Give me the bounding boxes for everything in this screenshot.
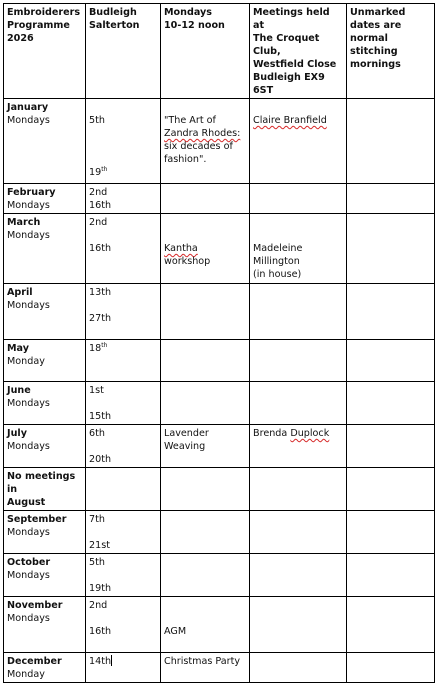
date: 5th xyxy=(89,115,105,126)
month-label: June xyxy=(7,385,31,396)
date xyxy=(89,342,157,355)
row-november xyxy=(4,597,435,653)
header-row xyxy=(4,4,435,99)
event-cell xyxy=(161,99,250,184)
event-line: Weaving xyxy=(164,441,206,452)
dates-cell xyxy=(86,284,161,340)
spacer xyxy=(89,229,157,242)
notice-line: August xyxy=(7,497,46,508)
dates-cell xyxy=(86,511,161,554)
month-label: November xyxy=(7,600,63,611)
header-line: Salterton xyxy=(89,20,140,31)
month-cell xyxy=(4,340,86,382)
header-line: normal xyxy=(350,33,388,44)
event-cell xyxy=(161,653,250,683)
header-line: mornings xyxy=(350,59,401,70)
month-sublabel: Mondays xyxy=(7,527,50,538)
speaker-line: (in house) xyxy=(253,269,302,280)
row-june xyxy=(4,382,435,425)
date: 15th xyxy=(89,411,112,422)
speaker xyxy=(253,114,343,127)
month-sublabel: Mondays xyxy=(7,230,50,241)
note-cell xyxy=(347,468,435,511)
header-line: Budleigh xyxy=(89,7,137,18)
note-cell xyxy=(347,184,435,214)
event-text: workshop xyxy=(164,243,211,267)
header-line: Meetings held at xyxy=(253,7,334,31)
note-cell xyxy=(347,653,435,683)
header-note xyxy=(347,4,435,99)
header-venue xyxy=(250,4,347,99)
speaker-cell xyxy=(250,597,347,653)
date-suffix: th xyxy=(101,341,108,349)
spacer xyxy=(89,612,157,625)
spacer xyxy=(164,216,246,242)
speaker: Brenda Duplock xyxy=(253,428,330,439)
month-cell xyxy=(4,597,86,653)
event-line: AGM xyxy=(164,626,187,637)
month-sublabel: Mondays xyxy=(7,398,50,409)
row-may xyxy=(4,340,435,382)
event-line: six decades of xyxy=(164,141,233,152)
date: 16th xyxy=(89,626,112,637)
month-sublabel: Monday xyxy=(7,356,45,367)
date: 16th xyxy=(89,243,112,254)
row-september xyxy=(4,511,435,554)
month-label: September xyxy=(7,514,67,525)
month-cell xyxy=(4,554,86,597)
spacer xyxy=(89,299,157,312)
header-time xyxy=(161,4,250,99)
speaker-cell xyxy=(250,425,347,468)
event-cell xyxy=(161,284,250,340)
note-cell xyxy=(347,214,435,284)
dates-cell xyxy=(86,425,161,468)
month-cell xyxy=(4,382,86,425)
note-cell xyxy=(347,597,435,653)
month-label: February xyxy=(7,187,56,198)
month-cell xyxy=(4,184,86,214)
date: 20th xyxy=(89,454,112,465)
row-october xyxy=(4,554,435,597)
date: 2nd xyxy=(89,187,108,198)
note-cell xyxy=(347,425,435,468)
date: 13th xyxy=(89,287,112,298)
programme-table xyxy=(3,3,435,683)
header-line: Westfield Close xyxy=(253,59,337,70)
month-sublabel: Mondays xyxy=(7,300,50,311)
note-cell xyxy=(347,99,435,184)
dates-cell xyxy=(86,214,161,284)
note-cell xyxy=(347,511,435,554)
month-sublabel: Mondays xyxy=(7,200,50,211)
date: 6th xyxy=(89,428,105,439)
dates-cell xyxy=(86,184,161,214)
dates-cell xyxy=(86,554,161,597)
month-sublabel: Mondays xyxy=(7,613,50,624)
speaker-cell xyxy=(250,99,347,184)
event-cell xyxy=(161,554,250,597)
month-sublabel: Mondays xyxy=(7,115,50,126)
spacer xyxy=(253,216,343,242)
event-line: fashion". xyxy=(164,154,207,165)
month-cell xyxy=(4,468,86,511)
month-label: January xyxy=(7,102,49,113)
header-location xyxy=(86,4,161,99)
dates-cell xyxy=(86,382,161,425)
month-label: December xyxy=(7,656,62,667)
date: 21st xyxy=(89,540,110,551)
speaker-line: Millington xyxy=(253,256,300,267)
month-cell xyxy=(4,511,86,554)
header-line: stitching xyxy=(350,46,398,57)
spacer xyxy=(164,599,246,625)
speaker-line: Madeleine xyxy=(253,243,303,254)
event-line: "The Art of xyxy=(164,115,216,126)
date xyxy=(89,166,157,179)
header-line: The Croquet Club, xyxy=(253,33,323,57)
date-number: 19 xyxy=(89,167,102,178)
date[interactable] xyxy=(89,655,157,668)
header-line: Unmarked xyxy=(350,7,406,18)
speaker-cell xyxy=(250,340,347,382)
date-text: 14th xyxy=(89,656,112,667)
text-cursor xyxy=(111,655,112,666)
spacer xyxy=(89,127,157,153)
date: 5th xyxy=(89,557,105,568)
row-december xyxy=(4,653,435,683)
speaker-cell xyxy=(250,653,347,683)
event-cell xyxy=(161,214,250,284)
row-january xyxy=(4,99,435,184)
spacer xyxy=(89,397,157,410)
row-february xyxy=(4,184,435,214)
row-july xyxy=(4,425,435,468)
row-april xyxy=(4,284,435,340)
date: 1st xyxy=(89,385,104,396)
note-cell xyxy=(347,340,435,382)
spacer xyxy=(89,526,157,539)
speaker-cell xyxy=(250,468,347,511)
row-august xyxy=(4,468,435,511)
month-label: May xyxy=(7,343,29,354)
event-cell xyxy=(161,382,250,425)
speaker-cell xyxy=(250,284,347,340)
spacer xyxy=(89,569,157,582)
row-march xyxy=(4,214,435,284)
note-cell xyxy=(347,382,435,425)
speaker-cell xyxy=(250,511,347,554)
date: 2nd xyxy=(89,217,108,228)
date: 7th xyxy=(89,514,105,525)
dates-cell xyxy=(86,597,161,653)
header-line: 10-12 noon xyxy=(164,20,225,31)
speaker-cell xyxy=(250,554,347,597)
date: 27th xyxy=(89,313,112,324)
speaker-name: Claire Branfield xyxy=(253,115,327,126)
event-line: Christmas Party xyxy=(164,656,241,667)
month-label: July xyxy=(7,428,27,439)
month-cell xyxy=(4,99,86,184)
spacer xyxy=(164,101,246,114)
note-cell xyxy=(347,554,435,597)
header-line: Embroiderers xyxy=(7,7,81,18)
spacer xyxy=(89,101,157,114)
event-cell xyxy=(161,340,250,382)
month-label: October xyxy=(7,557,51,568)
date: 19th xyxy=(89,583,112,594)
event-line-text: Zandra Rhodes: xyxy=(164,128,241,139)
header-programme xyxy=(4,4,86,99)
month-cell xyxy=(4,284,86,340)
header-line: 2026 xyxy=(7,33,34,44)
date-number: 18 xyxy=(89,343,102,354)
month-label: April xyxy=(7,287,33,298)
header-line: dates are xyxy=(350,20,402,31)
date-suffix: th xyxy=(101,165,108,173)
date: 2nd xyxy=(89,600,108,611)
dates-cell xyxy=(86,340,161,382)
speaker-cell xyxy=(250,184,347,214)
event-line xyxy=(164,127,246,140)
speaker-cell xyxy=(250,382,347,425)
notice-line: No meetings in xyxy=(7,471,79,495)
header-line: Budleigh EX9 6ST xyxy=(253,72,329,96)
spacer xyxy=(253,101,343,114)
month-sublabel: Monday xyxy=(7,669,45,680)
speaker-cell xyxy=(250,214,347,284)
spacer xyxy=(89,440,157,453)
event-cell xyxy=(161,425,250,468)
month-label: March xyxy=(7,217,41,228)
event-line: Lavender xyxy=(164,428,209,439)
dates-cell[interactable] xyxy=(86,653,161,683)
note-cell xyxy=(347,284,435,340)
dates-cell xyxy=(86,468,161,511)
event-cell xyxy=(161,597,250,653)
event-cell xyxy=(161,468,250,511)
event-cell xyxy=(161,511,250,554)
header-line: Programme xyxy=(7,20,70,31)
month-cell xyxy=(4,653,86,683)
month-sublabel: Mondays xyxy=(7,570,50,581)
date: 16th xyxy=(89,200,112,211)
header-line: Mondays xyxy=(164,7,212,18)
month-sublabel: Mondays xyxy=(7,441,50,452)
spacer xyxy=(89,153,157,166)
month-cell xyxy=(4,425,86,468)
dates-cell xyxy=(86,99,161,184)
event-line: Kantha workshop xyxy=(164,243,211,267)
event-cell xyxy=(161,184,250,214)
month-cell xyxy=(4,214,86,284)
